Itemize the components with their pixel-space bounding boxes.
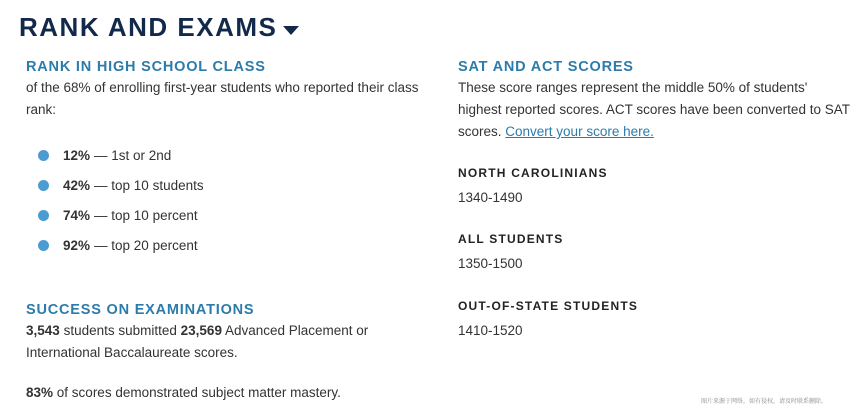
rank-exams-column <box>26 58 436 400</box>
sat-heading: SAT AND ACT SCORES <box>458 59 634 75</box>
rank-percent: 42% <box>63 177 91 193</box>
rank-intro: of the 68% of enrolling first-year students who reported their class rank: <box>26 80 419 117</box>
mastery-percent: 83% <box>26 385 54 400</box>
rank-list <box>38 140 204 260</box>
exams-section <box>26 301 446 404</box>
mastery-summary <box>26 382 446 404</box>
score-group-label: NORTH CAROLINIANS <box>458 166 608 180</box>
exams-text-a: students submitted <box>63 323 177 338</box>
exams-text-b: Advanced Placement or International Baccalaureate scores. <box>26 323 369 360</box>
bullet-dot-icon <box>38 180 49 191</box>
score-range: 1350-1500 <box>458 256 523 271</box>
rank-label: — 1st or 2nd <box>94 147 172 163</box>
exams-heading: SUCCESS ON EXAMINATIONS <box>26 302 255 318</box>
sat-description <box>458 77 853 143</box>
score-range: 1340-1490 <box>458 190 523 205</box>
score-group-label: OUT-OF-STATE STUDENTS <box>458 299 639 313</box>
rank-heading: RANK IN HIGH SCHOOL CLASS <box>26 59 266 75</box>
rank-label: — top 20 percent <box>94 237 198 253</box>
rank-percent: 74% <box>63 207 91 223</box>
convert-score-link[interactable]: Convert your score here. <box>505 124 654 139</box>
rank-list-item <box>38 140 204 170</box>
score-group <box>458 166 608 205</box>
students-count: 3,543 <box>26 323 60 338</box>
section-title-toggle[interactable] <box>19 12 299 43</box>
exams-summary <box>26 320 446 364</box>
caret-down-icon[interactable] <box>283 26 299 35</box>
bullet-dot-icon <box>38 150 49 161</box>
watermark-text: 图片来源于网络，如有侵权，请及时联系删除。 <box>700 399 827 405</box>
mastery-text: of scores demonstrated subject matter mastery. <box>56 385 341 400</box>
score-range: 1410-1520 <box>458 323 523 338</box>
rank-list-item <box>38 200 204 230</box>
score-group-label: ALL STUDENTS <box>458 232 564 246</box>
rank-label: — top 10 percent <box>94 207 198 223</box>
score-group <box>458 299 638 338</box>
scores-count: 23,569 <box>180 323 222 338</box>
bullet-dot-icon <box>38 240 49 251</box>
rank-list-item <box>38 170 204 200</box>
page-title: RANK AND EXAMS <box>19 12 278 42</box>
rank-label: — top 10 students <box>94 177 204 193</box>
sat-description-text: These score ranges represent the middle 50% of students' highest reported scores. ACT scores have been converted to SAT scores. <box>458 80 850 139</box>
bullet-dot-icon <box>38 210 49 221</box>
score-group <box>458 232 564 271</box>
sat-act-column <box>458 58 853 338</box>
rank-percent: 12% <box>63 147 91 163</box>
rank-list-item <box>38 230 204 260</box>
rank-percent: 92% <box>63 237 91 253</box>
